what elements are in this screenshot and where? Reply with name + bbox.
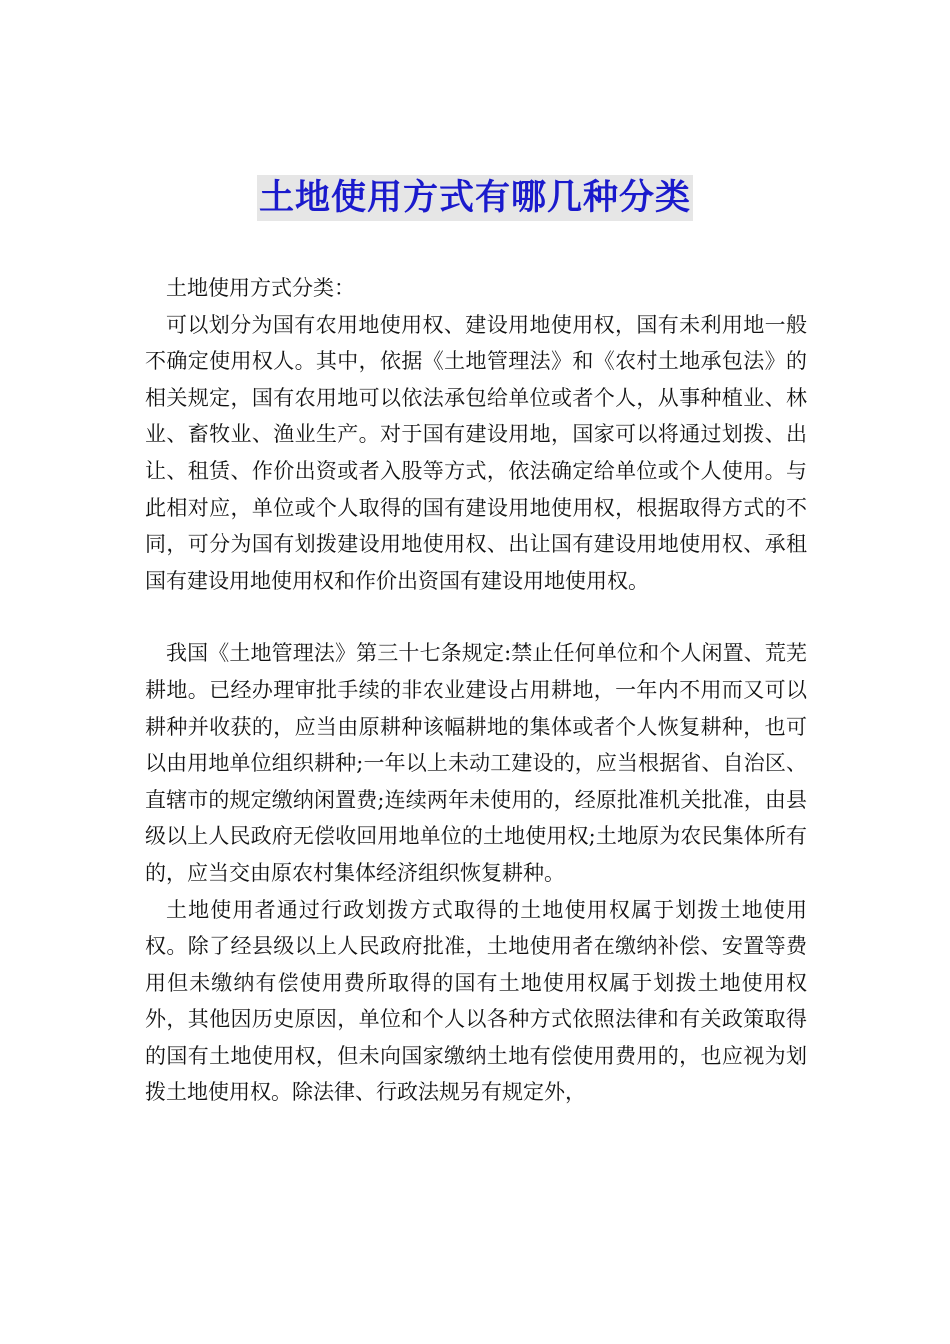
document-title: 土地使用方式有哪几种分类: [257, 175, 693, 221]
document-body: [145, 270, 807, 1111]
paragraph-heading: 土地使用方式分类：: [166, 276, 355, 300]
paragraph-allocated-land: 土地使用者通过行政划拨方式取得的土地使用权属于划拨土地使用权。除了经县级以上人民政府批准，土地使用者在缴纳补偿、安置等费用但未缴纳有偿使用费所取得的国有土地使用权属于划拨土地使用权外，其他因历史原因，单位和个人以各种方式依照法律和有关政策取得的国有土地使用权，但未向国家缴纳土地有偿使用费用的，也应视为划拨土地使用权。除法律、行政法规另有规定外，: [145, 897, 807, 1105]
paragraph-classification: 可以划分为国有农用地使用权、建设用地使用权，国有未利用地一般不确定使用权人。其中，依据《土地管理法》和《农村土地承包法》的相关规定，国有农用地可以依法承包给单位或者个人，从事种植业、林业、畜牧业、渔业生产。对于国有建设用地，国家可以将通过划拨、出让、租赁、作价出资或者入股等方式，依法确定给单位或个人使用。与此相对应，单位或个人取得的国有建设用地使用权，根据取得方式的不同，可分为国有划拨建设用地使用权、出让国有建设用地使用权、承租国有建设用地使用权和作价出资国有建设用地使用权。: [145, 312, 807, 593]
paragraph-land-law-article: 我国《土地管理法》第三十七条规定:禁止任何单位和个人闲置、荒芜耕地。已经办理审批手续的非农业建设占用耕地，一年内不用而又可以耕种并收获的，应当由原耕种该幅耕地的集体或者个人恢复耕种，也可以由用地单位组织耕种;一年以上未动工建设的，应当根据省、自治区、直辖市的规定缴纳闲置费;连续两年未使用的，经原批准机关批准，由县级以上人民政府无偿收回用地单位的土地使用权;土地原为农民集体所有的，应当交由原农村集体经济组织恢复耕种。: [145, 641, 807, 885]
title-container: [0, 175, 950, 221]
